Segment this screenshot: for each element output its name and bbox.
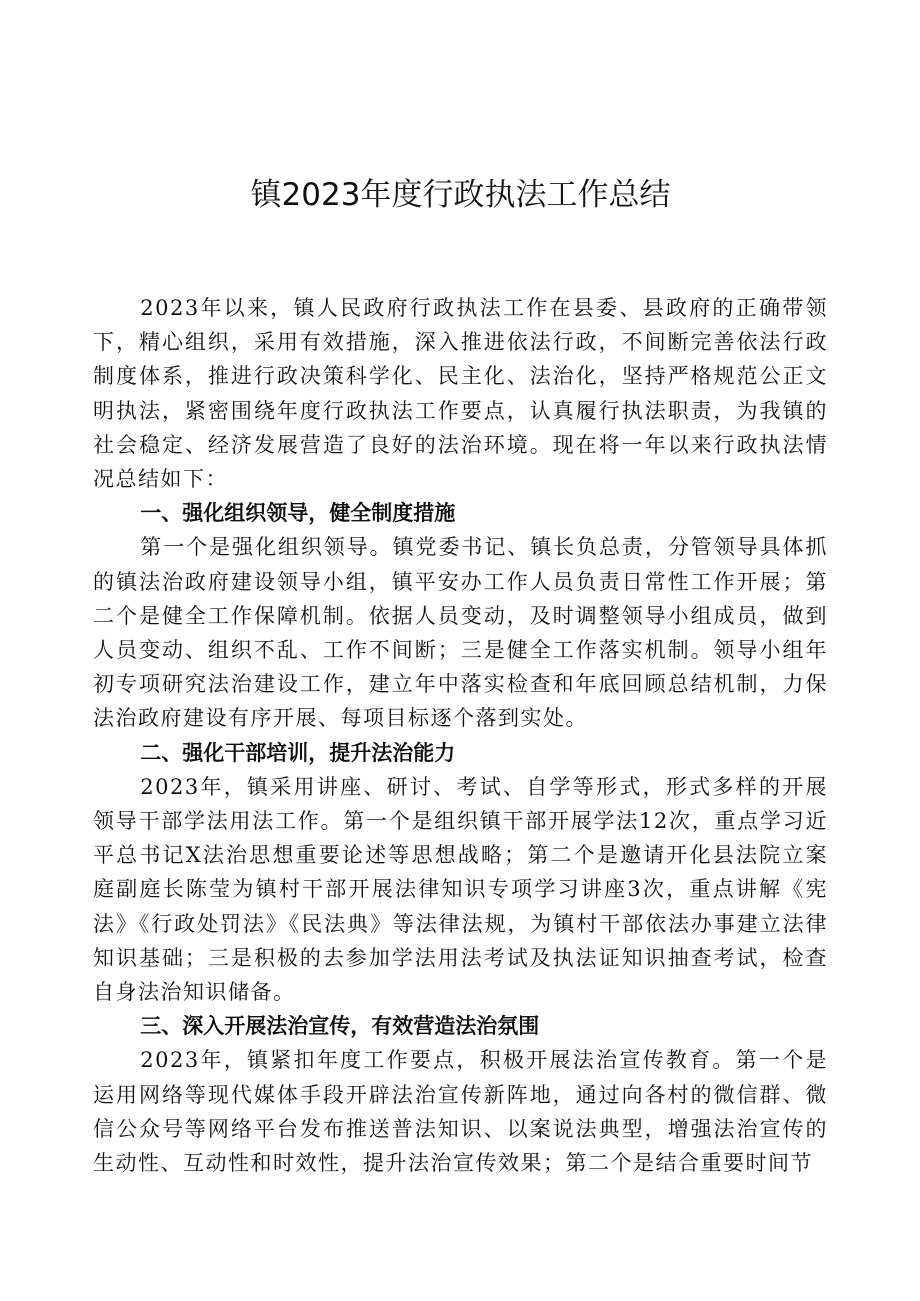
section-paragraph-2: 2023年，镇采用讲座、研讨、考试、自学等形式，形式多样的开展领导干部学法用法工作。第一个是组织镇干部开展学法12次，重点学习近平总书记X法治思想重要论述等思想战略；第二个是邀请开化县法院立案庭副庭长陈莹为镇村干部开展法律知识专项学习讲座3次，重点讲解《宪法》《行政处罚法》《民法典》等法律法规，为镇村干部依法办事建立法律知识基础；三是积极的去参加学法用法考试及执法证知识抽查考试，检查自身法治知识储备。: [93, 774, 828, 1005]
document-body: [93, 291, 828, 1180]
section-heading-3: 三、深入开展法治宣传，有效营造法治氛围: [140, 1014, 540, 1039]
section-paragraph-3: 2023年，镇紧扣年度工作要点，积极开展法治宣传教育。第一个是运用网络等现代媒体手段开辟法治宣传新阵地，通过向各村的微信群、微信公众号等网络平台发布推送普法知识、以案说法典型，增强法治宣传的生动性、互动性和时效性，提升法治宣传效果；第二个是结合重要时间节: [93, 1048, 828, 1176]
section-heading-2: 二、强化干部培训，提升法治能力: [140, 740, 456, 765]
document-title: 镇2023年度行政执法工作总结: [250, 177, 671, 213]
intro-paragraph: 2023年以来，镇人民政府行政执法工作在县委、县政府的正确带领下，精心组织，采用有效措施，深入推进依法行政，不间断完善依法行政制度体系，推进行政决策科学化、民主化、法治化，坚持严格规范公正文明执法，紧密围绕年度行政执法工作要点，认真履行执法职责，为我镇的社会稳定、经济发展营造了良好的法治环境。现在将一年以来行政执法情况总结如下：: [93, 296, 828, 492]
section-paragraph-1: 第一个是强化组织领导。镇党委书记、镇长负总责，分管领导具体抓的镇法治政府建设领导小组，镇平安办工作人员负责日常性工作开展；第二个是健全工作保障机制。依据人员变动，及时调整领导小组成员，做到人员变动、组织不乱、工作不间断；三是健全工作落实机制。领导小组年初专项研究法治建设工作，建立年中落实检查和年底回顾总结机制，力保法治政府建设有序开展、每项目标逐个落到实处。: [93, 535, 828, 731]
section-heading-1: 一、强化组织领导，健全制度措施: [140, 501, 456, 526]
